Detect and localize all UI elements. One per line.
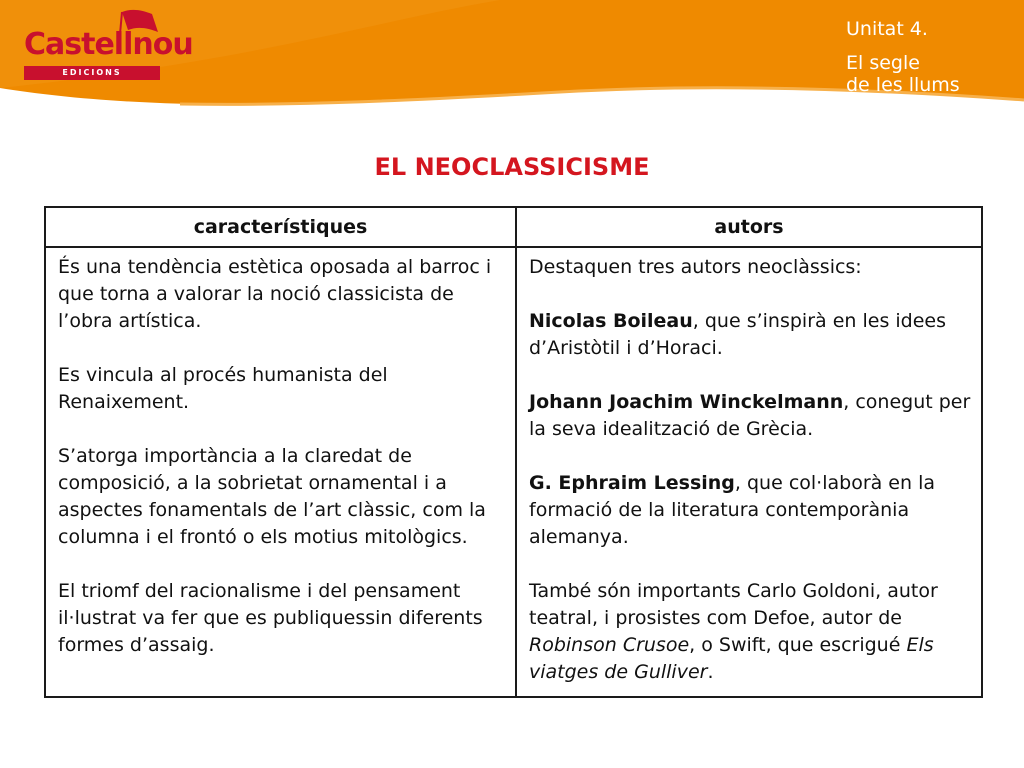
characteristic-paragraph: S’atorga importància a la claredat de composició, a la sobrietat ornamental i a aspectes fonamentals de l’art clàssic, com la columna i el frontó o els motius mitològics. bbox=[58, 445, 486, 548]
author-name: Johann Joachim Winckelmann bbox=[529, 391, 844, 413]
book-title: Robinson Crusoe bbox=[529, 634, 690, 656]
author-desc: , conegut per la seva idealització de Grècia. bbox=[529, 391, 971, 440]
content-table bbox=[44, 206, 983, 698]
brand-name: Castellnou bbox=[24, 27, 193, 62]
author-desc: , que s’inspirà en les idees d’Aristòtil i d’Horaci. bbox=[529, 310, 946, 359]
author-name: G. Ephraim Lessing bbox=[529, 472, 735, 494]
unit-number: Unitat 4. bbox=[846, 18, 928, 40]
table-row bbox=[45, 247, 982, 697]
characteristic-paragraph: És una tendència estètica oposada al barroc i que torna a valorar la noció classicista de l’obra artística. bbox=[58, 256, 492, 332]
authors-intro: Destaquen tres autors neoclàssics: bbox=[529, 256, 862, 278]
castellnou-logo bbox=[22, 8, 193, 78]
unit-title: El segle de les llums bbox=[846, 52, 960, 96]
unit-info bbox=[846, 18, 1016, 96]
characteristic-paragraph: Es vincula al procés humanista del Renaixement. bbox=[58, 364, 388, 413]
characteristic-paragraph: El triomf del racionalisme i del pensament il·lustrat va fer que es publiquessin diferents formes d’assaig. bbox=[58, 580, 483, 656]
table-header-row bbox=[45, 207, 982, 247]
author-name: Nicolas Boileau bbox=[529, 310, 693, 332]
author-desc: , que col·laborà en la formació de la literatura contemporània alemanya. bbox=[529, 472, 935, 548]
closing-text: També són importants Carlo Goldoni, autor teatral, i prosistes com Defoe, autor de bbox=[529, 580, 938, 629]
closing-text: , o Swift, que escrigué bbox=[689, 634, 907, 656]
brand-sub: EDICIONS bbox=[24, 66, 160, 80]
characteristics-cell bbox=[45, 247, 516, 697]
author-entry bbox=[529, 389, 973, 443]
header-authors: autors bbox=[516, 207, 982, 247]
author-entry bbox=[529, 470, 973, 551]
page-title: EL NEOCLASSICISME bbox=[374, 153, 650, 181]
authors-closing bbox=[529, 578, 973, 686]
book-title: Els viatges de Gulliver bbox=[529, 634, 934, 683]
header-characteristics: característiques bbox=[45, 207, 516, 247]
authors-cell bbox=[516, 247, 982, 697]
author-entry bbox=[529, 308, 973, 362]
closing-text: . bbox=[707, 661, 714, 683]
